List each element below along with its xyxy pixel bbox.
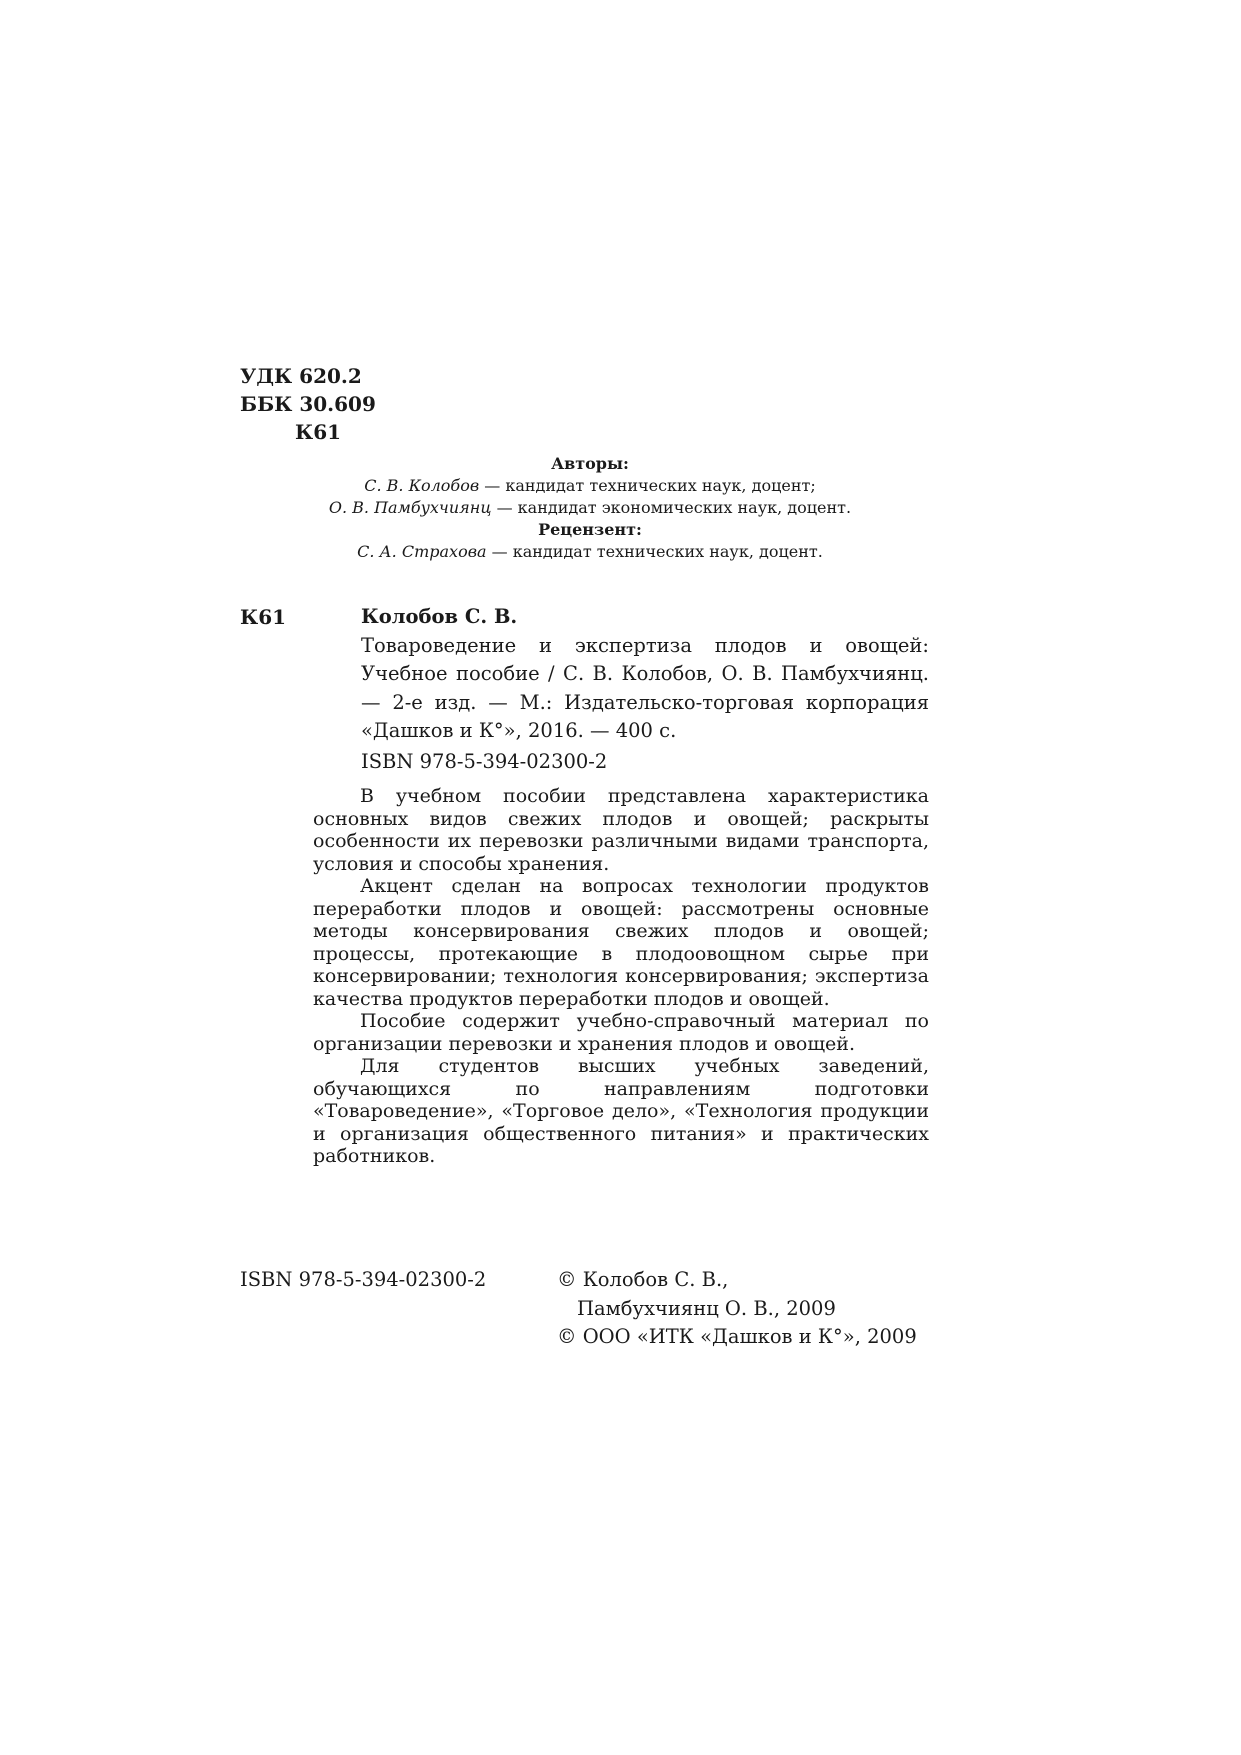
bibliographic-record [361, 603, 929, 746]
author-name: О. В. Памбухчиянц [328, 498, 492, 517]
abstract-paragraph: Пособие содержит учебно-справочный материал по организации перевозки и хранения плодов и овощей. [313, 1010, 929, 1055]
abstract [313, 785, 929, 1168]
bibliographic-description: Товароведение и экспертиза плодов и овощей: Учебное пособие / С. В. Колобов, О. В. Памбухчиянц. — 2-е изд. — М.: Издательско-торговая корпорация «Дашков и К°», 2016. — 400 с. [361, 633, 929, 742]
author-line [300, 497, 880, 519]
author-mark: К61 [295, 420, 342, 444]
bbk-code: ББК 30.609 [240, 392, 376, 416]
isbn-footer: ISBN 978-5-394-02300-2 [240, 1268, 487, 1291]
authors-block [300, 453, 880, 563]
bibliographic-mark: К61 [240, 605, 287, 629]
author-role: — кандидат экономических наук, доцент. [491, 498, 852, 517]
copyright-publisher: © ООО «ИТК «Дашков и К°», 2009 [557, 1325, 917, 1348]
authors-heading: Авторы: [551, 454, 629, 473]
classification-codes [240, 362, 376, 446]
abstract-paragraph: Для студентов высших учебных заведений, обучающихся по направлениям подготовки «Товароведение», «Торговое дело», «Технология продукции и организация общественного питания» и практических работников. [313, 1055, 929, 1167]
copyright-block [557, 1266, 917, 1352]
author-name: С. В. Колобов [364, 476, 480, 495]
copyright-authors-cont: Памбухчиянц О. В., 2009 [577, 1296, 836, 1320]
author-role: — кандидат технических наук, доцент; [479, 476, 816, 495]
reviewer-heading: Рецензент: [538, 520, 642, 539]
reviewer-name: С. А. Страхова [357, 542, 487, 561]
reviewer-line [300, 541, 880, 563]
reviewer-role: — кандидат технических наук, доцент. [486, 542, 823, 561]
udk-code: УДК 620.2 [240, 364, 362, 388]
bibliographic-author: Колобов С. В. [361, 605, 518, 628]
isbn-record: ISBN 978-5-394-02300-2 [361, 750, 608, 773]
author-line [300, 475, 880, 497]
abstract-paragraph: Акцент сделан на вопросах технологии продуктов переработки плодов и овощей: рассмотрены основные методы консервирования свежих плодов и овощей; процессы, протекающие в плодоовощном сырье при консервировании; технология консервирования; экспертиза качества продуктов переработки плодов и овощей. [313, 875, 929, 1010]
copyright-authors: © Колобов С. В., [557, 1268, 729, 1291]
abstract-paragraph: В учебном пособии представлена характеристика основных видов свежих плодов и овощей; раскрыты особенности их перевозки различными видами транспорта, условия и способы хранения. [313, 785, 929, 875]
